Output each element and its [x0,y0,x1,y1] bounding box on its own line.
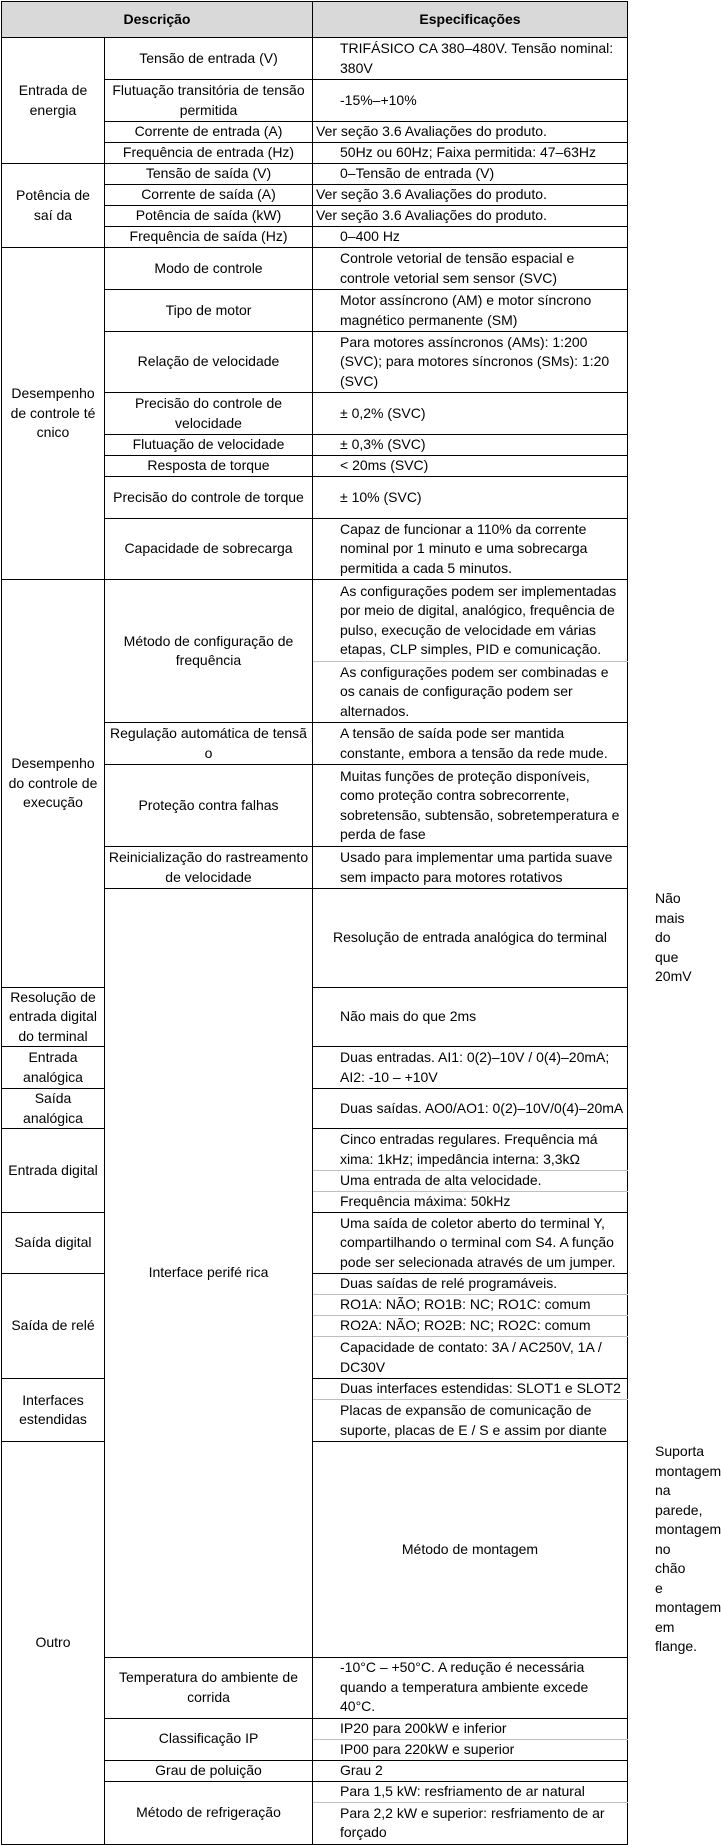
spec-cell: Usado para implementar uma partida suave sem impacto para motores rotativos [313,847,628,889]
param-cell: Corrente de saída (A) [105,185,313,206]
param-cell: Resolução de entrada digital do terminal [2,987,105,1047]
table-row [2,1129,628,1171]
spec-cell: ± 10% (SVC) [313,477,628,519]
spec-cell: Cinco entradas regulares. Frequência má xima: 1kHz; impedância interna: 3,3kΩ [313,1129,628,1171]
spec-cell: Uma saída de coletor aberto do terminal Y, compartilhando o terminal com S4. A função pode ser selecionada através de um jumper. [313,1213,628,1274]
spec-cell: ± 0,2% (SVC) [313,393,628,435]
spec-cell: Grau 2 [313,1760,628,1781]
param-cell: Precisão do controle de torque [105,477,313,519]
spec-cell: As configurações podem ser implementadas por meio de digital, analógico, frequência de pulso, execução de velocidade em várias etapas, CLP simples, PID e comunicação. [313,580,628,662]
param-cell: Tensão de saída (V) [105,164,313,185]
spec-cell: Ver seção 3.6 Avaliações do produto. [313,206,628,227]
table-row [2,1089,628,1129]
category-execution-control: Desempenho do controle de execução [2,580,105,988]
spec-cell: Duas saídas de relé programáveis. [313,1274,628,1295]
param-cell: Resposta de torque [105,456,313,477]
param-cell: Reinicialização do rastreamento de velocidade [105,847,313,889]
spec-cell: Placas de expansão de comunicação de suporte, placas de E / S e assim por diante [313,1400,628,1442]
table-row [2,1213,628,1274]
param-cell: Relação de velocidade [105,332,313,393]
param-cell: Saída analógica [2,1089,105,1129]
param-cell: Regulação automática de tensã o [105,723,313,765]
spec-cell: Uma entrada de alta velocidade. [313,1171,628,1192]
table-row: Interface perifé rica Resolução de entrada analógica do terminal Não mais do que 20mV [2,889,628,988]
spec-cell: IP20 para 200kW e inferior [313,1718,628,1739]
spec-cell: -15%–+10% [313,80,628,122]
spec-cell: IP00 para 220kW e superior [313,1739,628,1760]
param-cell: Flutuação de velocidade [105,435,313,456]
spec-cell: Motor assíncrono (AM) e motor síncrono magnético permanente (SM) [313,290,628,332]
param-cell: Temperatura do ambiente de corrida [105,1657,313,1718]
specifications-table [1,1,721,1845]
table-row [2,987,628,1047]
param-cell: Saída de relé [2,1274,105,1379]
param-cell: Potência de saída (kW) [105,206,313,227]
param-cell: Tensão de entrada (V) [105,38,313,80]
spec-cell: Para 1,5 kW: resfriamento de ar natural [313,1781,628,1802]
table-row [2,164,628,185]
param-cell: Grau de poluição [105,1760,313,1781]
spec-cell: Muitas funções de proteção disponíveis, como proteção contra sobrecorrente, sobretensão, subtensão, sobretemperatura e perda de fase [313,765,628,847]
table-row [2,1379,628,1400]
table-row [2,1274,628,1295]
param-cell: Saída digital [2,1213,105,1274]
param-cell: Classificação IP [105,1718,313,1760]
spec-cell: A tensão de saída pode ser mantida constante, embora a tensão da rede mude. [313,723,628,765]
param-cell: Interfaces estendidas [2,1379,105,1442]
param-cell: Modo de controle [105,248,313,290]
header-description: Descrição [2,2,313,38]
spec-cell: Não mais do que 2ms [313,987,628,1047]
category-peripheral-interface: Interface perifé rica [105,889,313,1658]
spec-cell: Capaz de funcionar a 110% da corrente nominal por 1 minuto e uma sobrecarga permitida a cada 5 minutos. [313,519,628,580]
header-specifications: Especificações [313,2,628,38]
spec-cell: Capacidade de contato: 3A / AC250V, 1A / DC30V [313,1337,628,1379]
header-row [2,2,628,38]
spec-cell: As configurações podem ser combinadas e os canais de configuração podem ser alternados. [313,662,628,723]
param-cell: Método de configuração de frequência [105,580,313,723]
table-row [2,1047,628,1089]
param-cell: Entrada analógica [2,1047,105,1089]
spec-cell: ± 0,3% (SVC) [313,435,628,456]
spec-cell: Ver seção 3.6 Avaliações do produto. [313,122,628,143]
category-power-input: Entrada de energia [2,38,105,164]
param-cell: Precisão do controle de velocidade [105,393,313,435]
spec-cell: Ver seção 3.6 Avaliações do produto. [313,185,628,206]
table-row [2,248,628,290]
spec-cell: 0–400 Hz [313,227,628,248]
category-technical-control: Desempenho de controle té cnico [2,248,105,580]
spec-cell: Duas saídas. AO0/AO1: 0(2)–10V/0(4)–20mA [313,1089,628,1129]
spec-cell: 0–Tensão de entrada (V) [313,164,628,185]
param-cell: Frequência de saída (Hz) [105,227,313,248]
param-cell: Tipo de motor [105,290,313,332]
table-row [2,38,628,80]
spec-cell: -10°C – +50°C. A redução é necessária quando a temperatura ambiente excede 40°C. [313,1657,628,1718]
spec-cell: 50Hz ou 60Hz; Faixa permitida: 47–63Hz [313,143,628,164]
param-cell: Resolução de entrada analógica do terminal [313,889,628,988]
spec-cell: Controle vetorial de tensão espacial e controle vetorial sem sensor (SVC) [313,248,628,290]
param-cell: Método de montagem [313,1442,628,1658]
param-cell: Flutuação transitória de tensão permitida [105,80,313,122]
param-cell: Corrente de entrada (A) [105,122,313,143]
param-cell: Proteção contra falhas [105,765,313,847]
spec-cell: Duas interfaces estendidas: SLOT1 e SLOT2 [313,1379,628,1400]
table-row [2,580,628,662]
category-other: Outro [2,1442,105,1845]
spec-cell: RO1A: NÃO; RO1B: NC; RO1C: comum [313,1295,628,1316]
spec-cell: RO2A: NÃO; RO2B: NC; RO2C: comum [313,1316,628,1337]
spec-cell: Duas entradas. AI1: 0(2)–10V / 0(4)–20mA; AI2: -10 – +10V [313,1047,628,1089]
param-cell: Entrada digital [2,1129,105,1213]
spec-cell: < 20ms (SVC) [313,456,628,477]
spec-cell: Frequência máxima: 50kHz [313,1192,628,1213]
category-power-output: Potência de saí da [2,164,105,248]
param-cell: Frequência de entrada (Hz) [105,143,313,164]
param-cell: Capacidade de sobrecarga [105,519,313,580]
spec-cell: Para 2,2 kW e superior: resfriamento de ar forçado [313,1802,628,1844]
spec-cell: Para motores assíncronos (AMs): 1:200 (SVC); para motores síncronos (SMs): 1:20 (SVC) [313,332,628,393]
table-row: Outro Método de montagem Suporta montagem na parede, montagem no chão e montagem em flange. [2,1442,628,1658]
spec-cell: TRIFÁSICO CA 380–480V. Tensão nominal: 380V [313,38,628,80]
param-cell: Método de refrigeração [105,1781,313,1844]
